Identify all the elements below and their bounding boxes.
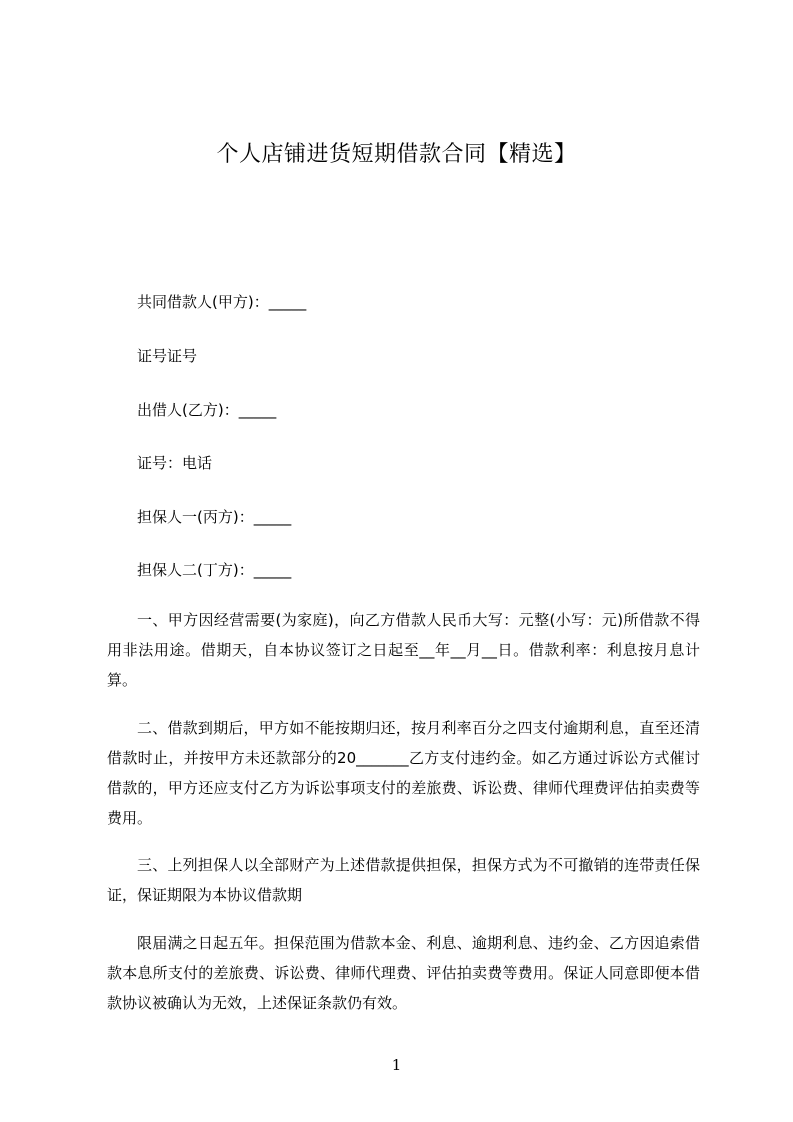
document-title: 个人店铺进货短期借款合同【精选】	[216, 142, 577, 167]
guarantor-one-field: 担保人一(丙方)：_____	[137, 508, 292, 526]
guarantor-two-field: 担保人二(丁方)：_____	[137, 561, 292, 579]
id-phone-field: 证号：电话	[137, 454, 213, 472]
borrower-field: 共同借款人(甲方)：_____	[137, 293, 307, 311]
guarantee-scope-paragraph: 限届满之日起五年。担保范围为借款本金、利息、逾期利息、违约金、乙方因追索借款本息所支付的差旅费、诉讼费、律师代理费、评估拍卖费等费用。保证人同意即便本借款协议被确认为无效，上述保证条款仍有效。	[107, 934, 700, 1012]
clause-three-paragraph: 三、上列担保人以全部财产为上述借款提供担保，担保方式为不可撤销的连带责任保证，保证期限为本协议借款期	[107, 856, 700, 904]
page-number: 1	[391, 1056, 402, 1074]
clause-two-paragraph: 二、借款到期后，甲方如不能按期归还，按月利率百分之四支付逾期利息，直至还清借款时止，并按甲方未还款部分的20_______乙方支付违约金。如乙方通过诉讼方式催讨借款的，甲方还应支付乙方为诉讼事项支付的差旅费、诉讼费、律师代理费评估拍卖费等费用。	[107, 719, 700, 827]
lender-field: 出借人(乙方)：_____	[137, 401, 277, 419]
clause-one-paragraph: 一、甲方因经营需要(为家庭)，向乙方借款人民币大写：元整(小写：元)所借款不得用非法用途。借期天，自本协议签订之日起至__年__月__日。借款利率：利息按月息计算。	[107, 611, 700, 689]
id-number-field: 证号证号	[137, 347, 198, 365]
